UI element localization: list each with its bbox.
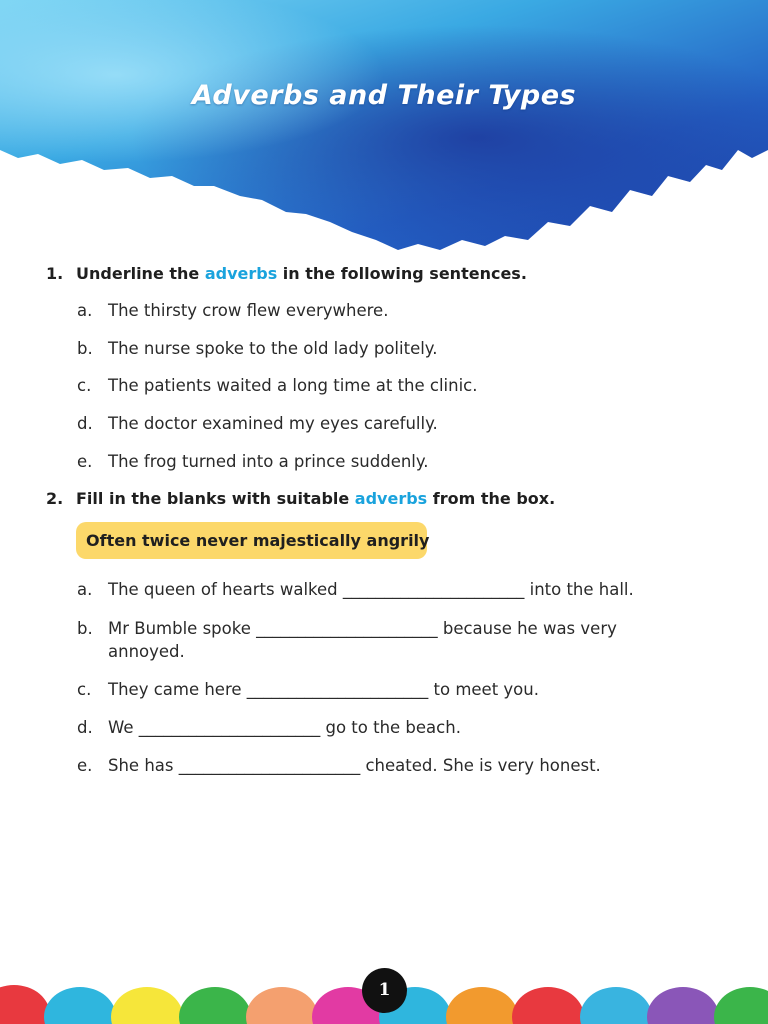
item-letter: a. xyxy=(77,301,93,320)
item-letter: d. xyxy=(77,414,93,433)
list-item xyxy=(77,678,698,701)
list-item xyxy=(77,374,698,397)
item-letter: e. xyxy=(77,756,93,775)
item-letter: c. xyxy=(77,680,92,699)
item-text: The queen of hearts walked ______________________ into the hall. xyxy=(108,580,634,599)
item-letter: b. xyxy=(77,619,93,638)
question-number: 1. xyxy=(46,264,64,283)
item-text: The nurse spoke to the old lady politely. xyxy=(108,339,438,358)
list-item xyxy=(77,299,698,322)
item-text: The patients waited a long time at the clinic. xyxy=(108,376,478,395)
question-1-heading xyxy=(46,264,527,283)
watercolor-header-wash xyxy=(0,0,768,260)
item-text: The frog turned into a prince suddenly. xyxy=(108,452,429,471)
word-box: Often twice never majestically angrily xyxy=(76,522,427,559)
item-letter: b. xyxy=(77,339,93,358)
question-prefix: Fill in the blanks with suitable xyxy=(76,489,355,508)
question-keyword: adverbs xyxy=(354,489,428,508)
question-suffix: from the box. xyxy=(427,489,556,508)
item-text: The doctor examined my eyes carefully. xyxy=(108,414,438,433)
question-prefix: Underline the xyxy=(76,264,205,283)
list-item xyxy=(77,578,698,601)
list-item xyxy=(77,716,698,739)
list-item xyxy=(77,617,668,663)
list-item xyxy=(77,412,698,435)
question-number: 2. xyxy=(46,489,64,508)
item-text: She has ______________________ cheated. She is very honest. xyxy=(108,756,601,775)
list-item xyxy=(77,337,698,360)
list-item xyxy=(77,754,698,777)
item-text: We ______________________ go to the beach. xyxy=(108,718,461,737)
item-letter: e. xyxy=(77,452,93,471)
item-text: Mr Bumble spoke ______________________ because he was very annoyed. xyxy=(108,619,617,661)
item-text: They came here ______________________ to meet you. xyxy=(108,680,539,699)
item-letter: d. xyxy=(77,718,93,737)
item-letter: a. xyxy=(77,580,93,599)
question-keyword: adverbs xyxy=(204,264,278,283)
list-item xyxy=(77,450,698,473)
page-title: Adverbs and Their Types xyxy=(191,80,577,111)
item-text: The thirsty crow flew everywhere. xyxy=(108,301,389,320)
item-letter: c. xyxy=(77,376,92,395)
question-suffix: in the following sentences. xyxy=(277,264,527,283)
page-number: 1 xyxy=(362,968,407,1013)
question-2-heading xyxy=(46,489,555,508)
